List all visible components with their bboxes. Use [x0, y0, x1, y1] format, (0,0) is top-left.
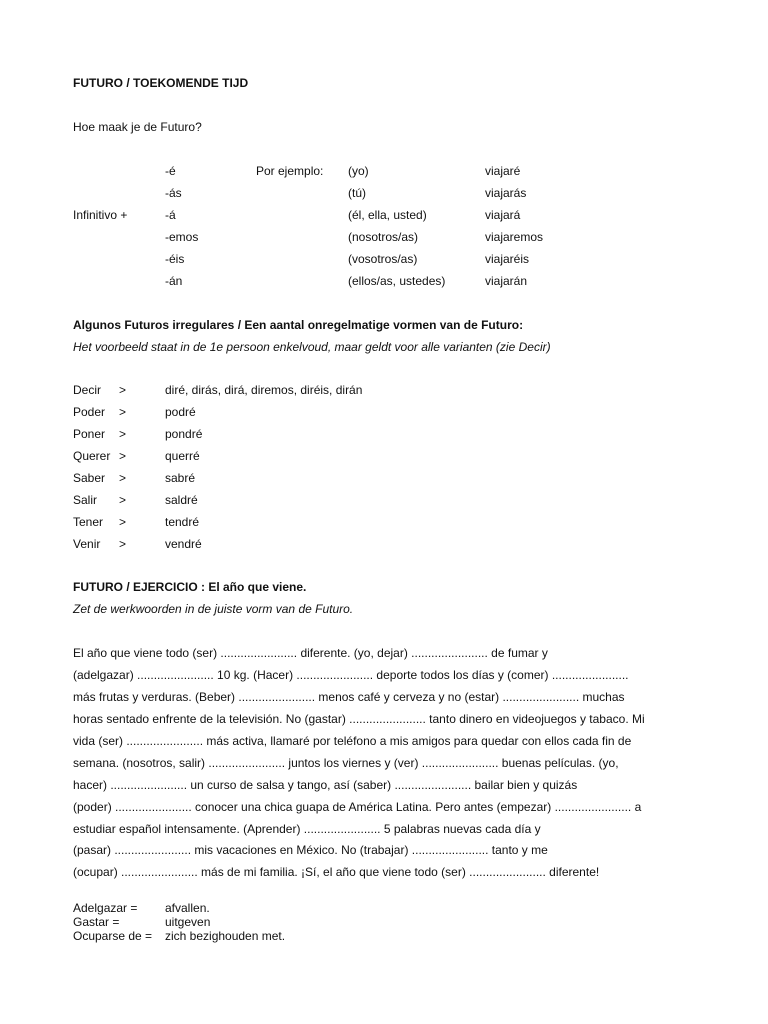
verb: Decir: [73, 383, 102, 397]
conjugation-row: [0, 208, 768, 222]
ending: -á: [165, 208, 176, 222]
conjugation-row: [0, 164, 768, 178]
conjugation-row: [0, 274, 768, 288]
exercise-line: hacer) ....................... un curso de salsa y tango, así (saber) ....................... bailar bien y quizás: [73, 778, 578, 792]
exercise-line: semana. (nosotros, salir) ....................... juntos los viernes y (ver) ....................... buenas películas. (yo,: [73, 756, 619, 770]
exercise-line: estudiar español intensamente. (Aprender) ....................... 5 palabras nuevas cada día y: [73, 822, 541, 836]
glossary-item: [0, 929, 768, 943]
glossary-term: Ocuparse de =: [73, 929, 153, 943]
future-form: tendré: [165, 515, 200, 529]
pronoun: (tú): [348, 186, 366, 200]
list-item: [0, 449, 768, 463]
conjugation-row: [0, 230, 768, 244]
verb: Poner: [73, 427, 106, 441]
verb: Querer: [73, 449, 111, 463]
ending: -emos: [165, 230, 199, 244]
verb: Venir: [73, 537, 101, 551]
example-form: viajaré: [485, 164, 521, 178]
exercise-line: horas sentado enfrente de la televisión. No (gastar) ....................... tanto dinero en videojuegos y tabaco. Mi: [73, 712, 645, 726]
verb: Saber: [73, 471, 106, 485]
exercise-line: El año que viene todo (ser) ....................... diferente. (yo, dejar) ....................... de fumar y: [73, 646, 548, 660]
question-text: Hoe maak je de Futuro?: [73, 120, 202, 134]
arrow-glyph: >: [119, 471, 127, 485]
glossary-item: [0, 915, 768, 929]
glossary-definition: zich bezighouden met.: [165, 929, 286, 943]
arrow-glyph: >: [119, 383, 127, 397]
ending: -é: [165, 164, 176, 178]
glossary-definition: uitgeven: [165, 915, 211, 929]
verb: Tener: [73, 515, 104, 529]
future-form: vendré: [165, 537, 202, 551]
infinitive-label: Infinitivo +: [73, 208, 128, 222]
arrow-glyph: >: [119, 427, 127, 441]
exercise-line: vida (ser) ....................... más activa, llamaré por teléfono a mis amigos para quedar con ellos cada fin de: [73, 734, 632, 748]
list-item: [0, 515, 768, 529]
example-form: viajaremos: [485, 230, 544, 244]
irregular-note: Het voorbeeld staat in de 1e persoon enkelvoud, maar geldt voor alle varianten (zie Decir): [73, 340, 551, 354]
example-form: viajarán: [485, 274, 528, 288]
list-item: [0, 405, 768, 419]
glossary-term: Adelgazar =: [73, 901, 138, 915]
ending: -ás: [165, 186, 182, 200]
arrow-glyph: >: [119, 449, 127, 463]
pronoun: (vosotros/as): [348, 252, 418, 266]
future-form: sabré: [165, 471, 196, 485]
future-form: podré: [165, 405, 196, 419]
glossary-item: [0, 901, 768, 915]
pronoun: (yo): [348, 164, 369, 178]
exercise-line: (pasar) ....................... mis vacaciones en México. No (trabajar) ....................... tanto y me: [73, 843, 548, 857]
list-item: [0, 537, 768, 551]
glossary-definition: afvallen.: [165, 901, 210, 915]
example-form: viajarás: [485, 186, 527, 200]
verb: Salir: [73, 493, 98, 507]
exercise-instruction: Zet de werkwoorden in de juiste vorm van de Futuro.: [73, 602, 354, 616]
example-form: viajará: [485, 208, 521, 222]
arrow-glyph: >: [119, 405, 127, 419]
arrow-glyph: >: [119, 537, 127, 551]
pronoun: (él, ella, usted): [348, 208, 427, 222]
ending: -éis: [165, 252, 185, 266]
exercise-heading: FUTURO / EJERCICIO : El año que viene.: [73, 580, 307, 594]
conjugation-row: [0, 252, 768, 266]
conjugation-row: [0, 186, 768, 200]
example-form: viajaréis: [485, 252, 530, 266]
exercise-line: (poder) ....................... conocer una chica guapa de América Latina. Pero antes (empezar) ....................... a: [73, 800, 642, 814]
example-label: Por ejemplo:: [256, 164, 324, 178]
pronoun: (nosotros/as): [348, 230, 419, 244]
future-form: diré, dirás, dirá, diremos, diréis, dirán: [165, 383, 363, 397]
list-item: [0, 383, 768, 397]
exercise-line: (ocupar) ....................... más de mi familia. ¡Sí, el año que viene todo (ser) ....................... diferente!: [73, 865, 600, 879]
future-form: saldré: [165, 493, 198, 507]
list-item: [0, 471, 768, 485]
ending: -án: [165, 274, 183, 288]
page-title: FUTURO / TOEKOMENDE TIJD: [73, 76, 249, 90]
irregular-heading: Algunos Futuros irregulares / Een aantal onregelmatige vormen van de Futuro:: [73, 318, 524, 332]
list-item: [0, 427, 768, 441]
arrow-glyph: >: [119, 515, 127, 529]
future-form: querré: [165, 449, 200, 463]
arrow-glyph: >: [119, 493, 127, 507]
future-form: pondré: [165, 427, 203, 441]
list-item: [0, 493, 768, 507]
verb: Poder: [73, 405, 106, 419]
exercise-line: (adelgazar) ....................... 10 kg. (Hacer) ....................... deporte todos los días y (comer) .......................: [73, 668, 629, 682]
glossary-term: Gastar =: [73, 915, 120, 929]
exercise-line: más frutas y verduras. (Beber) ....................... menos café y cerveza y no (estar) ....................... muchas: [73, 690, 625, 704]
pronoun: (ellos/as, ustedes): [348, 274, 446, 288]
